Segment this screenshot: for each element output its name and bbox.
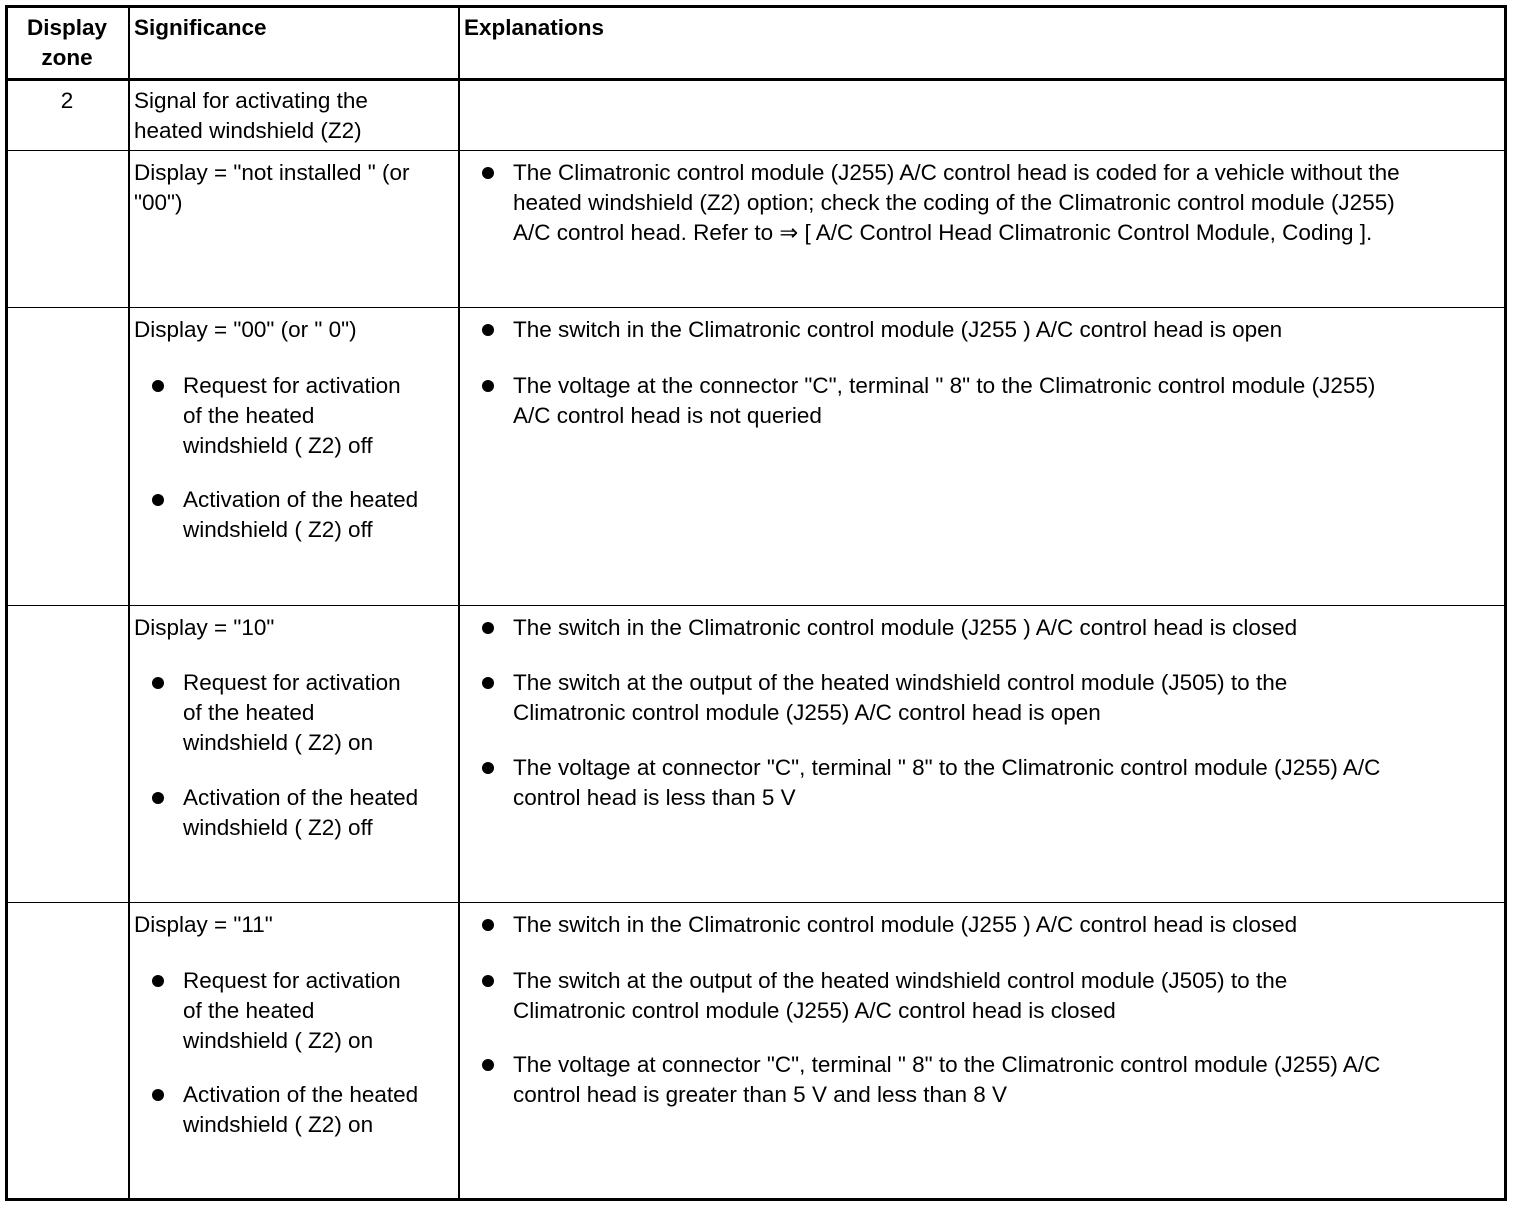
significance-bullet-text: of the heated	[183, 998, 315, 1023]
bullet-icon	[482, 919, 494, 931]
explanation-text: A/C control head. Refer to ⇒ [ A/C Control Head Climatronic Control Module, Coding ].	[513, 220, 1373, 245]
header-display-zone-line2: zone	[41, 45, 93, 70]
explanation-text: Climatronic control module (J255) A/C control head is closed	[513, 998, 1116, 1023]
explanation-text: The switch in the Climatronic control module (J255 ) A/C control head is closed	[513, 615, 1298, 640]
significance-bullet-text: Activation of the heated	[183, 785, 419, 810]
significance-bullet-text: windshield ( Z2) on	[183, 1112, 374, 1137]
significance-bullet-text: Activation of the heated	[183, 487, 419, 512]
explanation-text: The switch in the Climatronic control module (J255 ) A/C control head is closed	[513, 912, 1298, 937]
significance-bullet-text: Request for activation	[183, 968, 401, 993]
bullet-icon	[482, 1059, 494, 1071]
explanation-text: The switch at the output of the heated windshield control module (J505) to the	[513, 968, 1288, 993]
header-explanations: Explanations	[464, 15, 605, 40]
header-significance: Significance	[134, 15, 267, 40]
explanation-text: control head is greater than 5 V and less than 8 V	[513, 1082, 1008, 1107]
explanation-text: A/C control head is not queried	[513, 403, 822, 428]
significance-display-value: Display = "10"	[134, 615, 275, 640]
explanation-text: The Climatronic control module (J255) A/C control head is coded for a vehicle without the	[513, 160, 1400, 185]
bullet-icon	[152, 677, 164, 689]
significance-display-value: Display = "not installed " (or	[134, 160, 410, 185]
bullet-icon	[482, 622, 494, 634]
significance-bullet-text: windshield ( Z2) off	[183, 815, 373, 840]
significance-bullet-text: windshield ( Z2) on	[183, 1028, 374, 1053]
bullet-icon	[482, 975, 494, 987]
explanation-text: The voltage at connector "C", terminal " 8" to the Climatronic control module (J255) A/C	[513, 1052, 1381, 1077]
row-divider	[8, 902, 1504, 903]
header-divider	[8, 78, 1504, 81]
row-divider	[8, 307, 1504, 308]
significance-bullet-text: of the heated	[183, 700, 315, 725]
significance-bullet-text: windshield ( Z2) on	[183, 730, 374, 755]
significance-text: Signal for activating the	[134, 88, 368, 113]
bullet-icon	[152, 1089, 164, 1101]
bullet-icon	[152, 380, 164, 392]
significance-bullet-text: Activation of the heated	[183, 1082, 419, 1107]
explanation-text: The switch at the output of the heated windshield control module (J505) to the	[513, 670, 1288, 695]
column-divider	[458, 8, 460, 1198]
explanation-text: heated windshield (Z2) option; check the coding of the Climatronic control module (J255)	[513, 190, 1395, 215]
bullet-icon	[482, 677, 494, 689]
significance-display-value: Display = "11"	[134, 912, 273, 937]
bullet-icon	[152, 494, 164, 506]
significance-display-value: "00")	[134, 190, 183, 215]
bullet-icon	[482, 380, 494, 392]
bullet-icon	[482, 324, 494, 336]
row-divider	[8, 605, 1504, 606]
bullet-icon	[152, 975, 164, 987]
explanation-text: The voltage at the connector "C", terminal " 8" to the Climatronic control module (J255)	[513, 373, 1376, 398]
display-zone-number: 2	[60, 88, 74, 113]
explanation-text: The voltage at connector "C", terminal " 8" to the Climatronic control module (J255) A/C	[513, 755, 1381, 780]
explanation-text: Climatronic control module (J255) A/C control head is open	[513, 700, 1101, 725]
significance-bullet-text: windshield ( Z2) off	[183, 433, 373, 458]
significance-bullet-text: windshield ( Z2) off	[183, 517, 373, 542]
bullet-icon	[152, 792, 164, 804]
significance-bullet-text: Request for activation	[183, 670, 401, 695]
significance-text: heated windshield (Z2)	[134, 118, 362, 143]
header-display-zone: Display	[26, 15, 108, 40]
bullet-icon	[482, 167, 494, 179]
significance-bullet-text: Request for activation	[183, 373, 401, 398]
row-divider	[8, 150, 1504, 151]
column-divider	[128, 8, 130, 1198]
significance-bullet-text: of the heated	[183, 403, 315, 428]
bullet-icon	[482, 762, 494, 774]
significance-display-value: Display = "00" (or " 0")	[134, 317, 357, 342]
explanation-text: control head is less than 5 V	[513, 785, 796, 810]
explanation-text: The switch in the Climatronic control module (J255 ) A/C control head is open	[513, 317, 1283, 342]
